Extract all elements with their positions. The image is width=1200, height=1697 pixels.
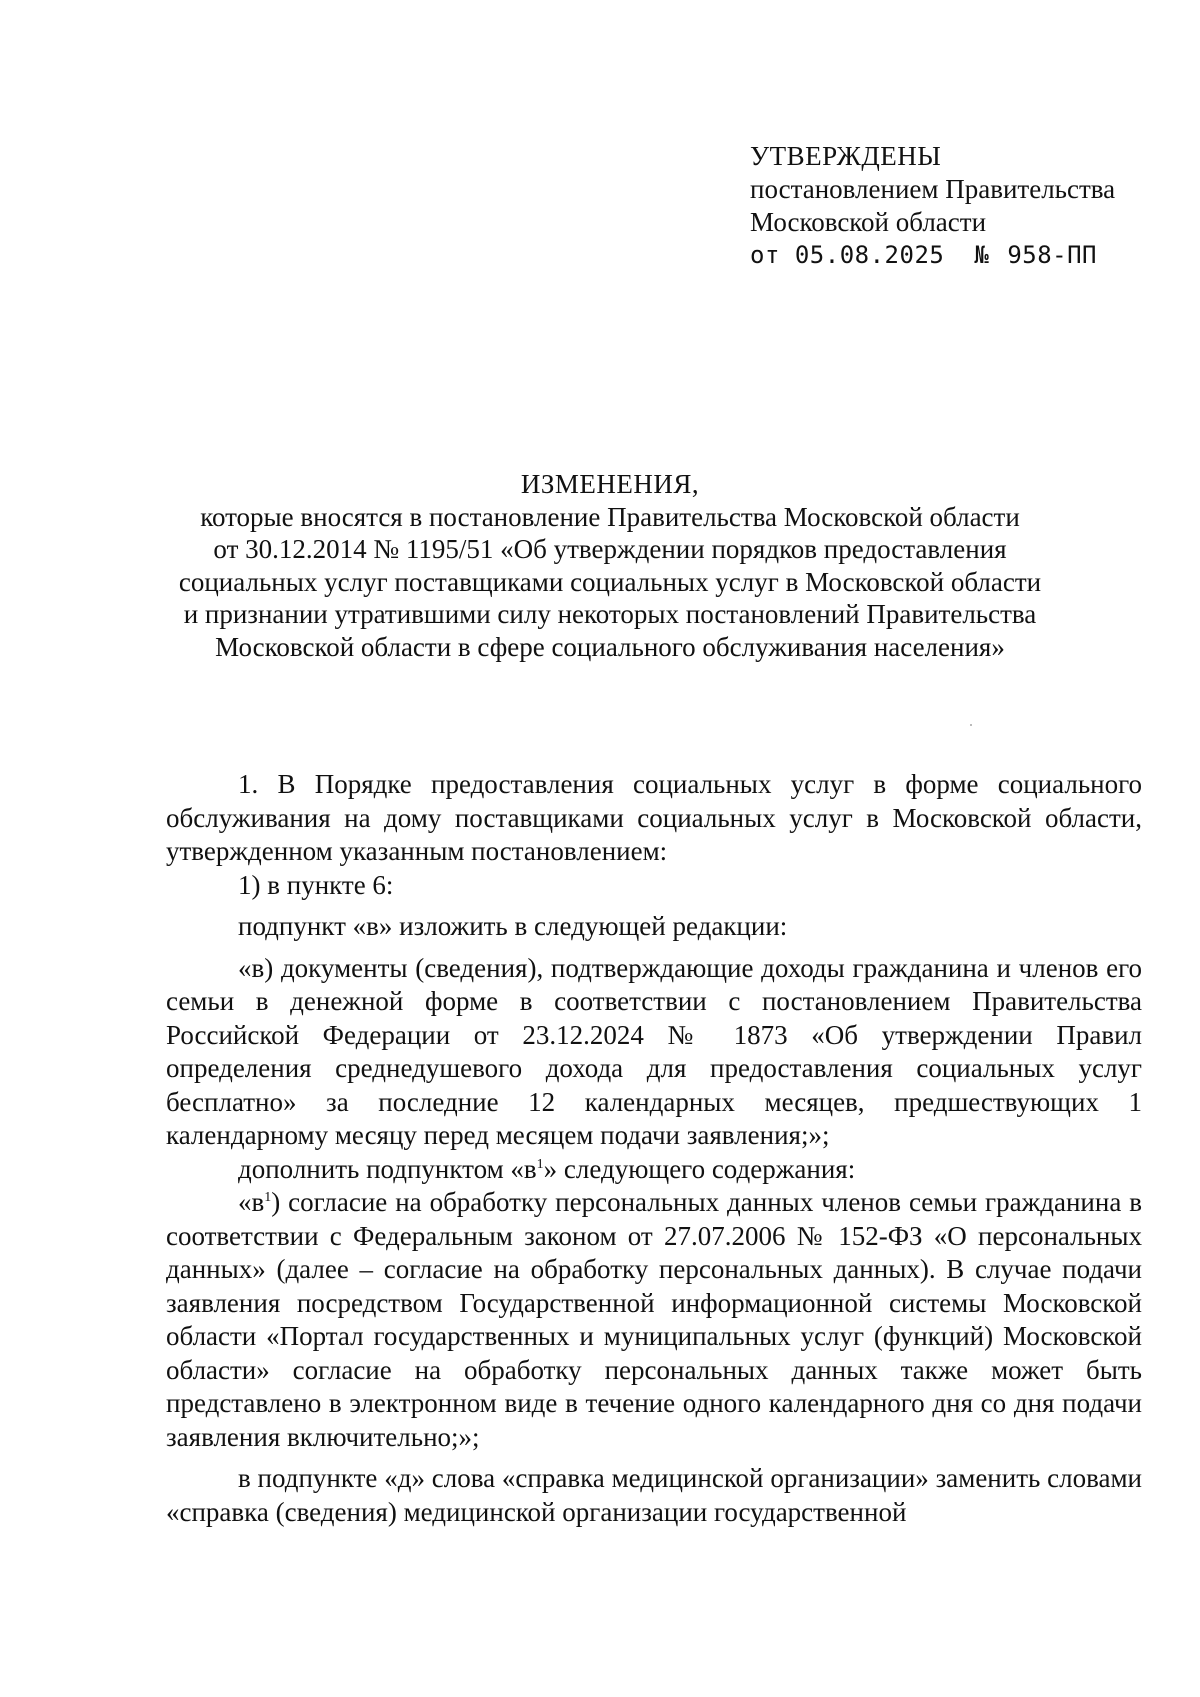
approval-line-2: Московской области bbox=[750, 207, 987, 237]
paragraph-1: 1. В Порядке предоставления социальных услуг в форме социального обслуживания на дому поставщиками социальных услуг в Московской области, утвержденном указанным постановлением: bbox=[166, 769, 1142, 866]
date-prefix: от bbox=[750, 241, 780, 269]
document-body bbox=[166, 768, 1142, 1529]
approval-date-line bbox=[750, 239, 1170, 272]
p5-before: дополнить подпунктом «в bbox=[238, 1153, 537, 1184]
paragraph-3: подпункт «в» изложить в следующей редакции: bbox=[238, 911, 788, 941]
approval-number: 958-ПП bbox=[1007, 241, 1098, 269]
approval-line-1: постановлением Правительства bbox=[750, 174, 1116, 204]
approval-word: УТВЕРЖДЕНЫ bbox=[750, 141, 942, 171]
p5-superscript: 1 bbox=[536, 1156, 544, 1172]
paragraph-5 bbox=[166, 1153, 1142, 1187]
p6-before: «в bbox=[238, 1187, 265, 1217]
title-line: Московской области в сфере социального обслуживания населения» bbox=[215, 631, 1005, 662]
number-sign: № bbox=[974, 241, 990, 269]
scan-speck bbox=[970, 724, 972, 726]
paragraph-4: «в) документы (сведения), подтверждающие доходы гражданина и членов его семьи в денежной форме в соответствии с постановлением Правительства Российской Федерации от 23.12.2024 № 1873 «Об утверждении Правил определения среднедушевого дохода для предоставления социальных услуг бесплатно» за последние 12 календарных месяцев, предшествующих 1 календарному месяцу перед месяцем подачи заявления;»; bbox=[166, 952, 1142, 1150]
title-line: от 30.12.2014 № 1195/51 «Об утверждении порядков предоставления bbox=[213, 534, 1007, 564]
title-line: социальных услуг поставщиками социальных услуг в Московской области bbox=[178, 566, 1042, 597]
title-heading: ИЗМЕНЕНИЯ, bbox=[520, 469, 700, 499]
approval-stamp bbox=[750, 140, 1170, 272]
title-line: которые вносятся в постановление Правительства Московской области bbox=[200, 501, 1020, 532]
paragraph-6 bbox=[166, 1186, 1142, 1454]
paragraph-7: в подпункте «д» слова «справка медицинской организации» заменить словами «справка (сведения) медицинской организации государственной bbox=[166, 1463, 1142, 1527]
p6-superscript: 1 bbox=[264, 1190, 272, 1205]
approval-date: 05.08.2025 bbox=[794, 241, 945, 269]
p5-after: » следующего содержания: bbox=[543, 1153, 856, 1184]
document-title bbox=[150, 468, 1070, 663]
paragraph-2: 1) в пункте 6: bbox=[238, 869, 394, 900]
title-line: и признании утратившими силу некоторых постановлений Правительства bbox=[183, 599, 1037, 629]
p6-after: ) согласие на обработку персональных данных членов семьи гражданина в соответствии с Федеральным законом от 27.07.2006 № 152-ФЗ «О персональных данных» (далее – согласие на обработку персональных данных). В случае подачи заявления посредством Государственной информационной системы Московской области «Портал государственных и муниципальных услуг (функций) Московской области» согласие на обработку персональных данных также может быть представлено в электронном виде в течение одного календарного дня со дня подачи заявления включительно;»; bbox=[166, 1187, 1142, 1452]
